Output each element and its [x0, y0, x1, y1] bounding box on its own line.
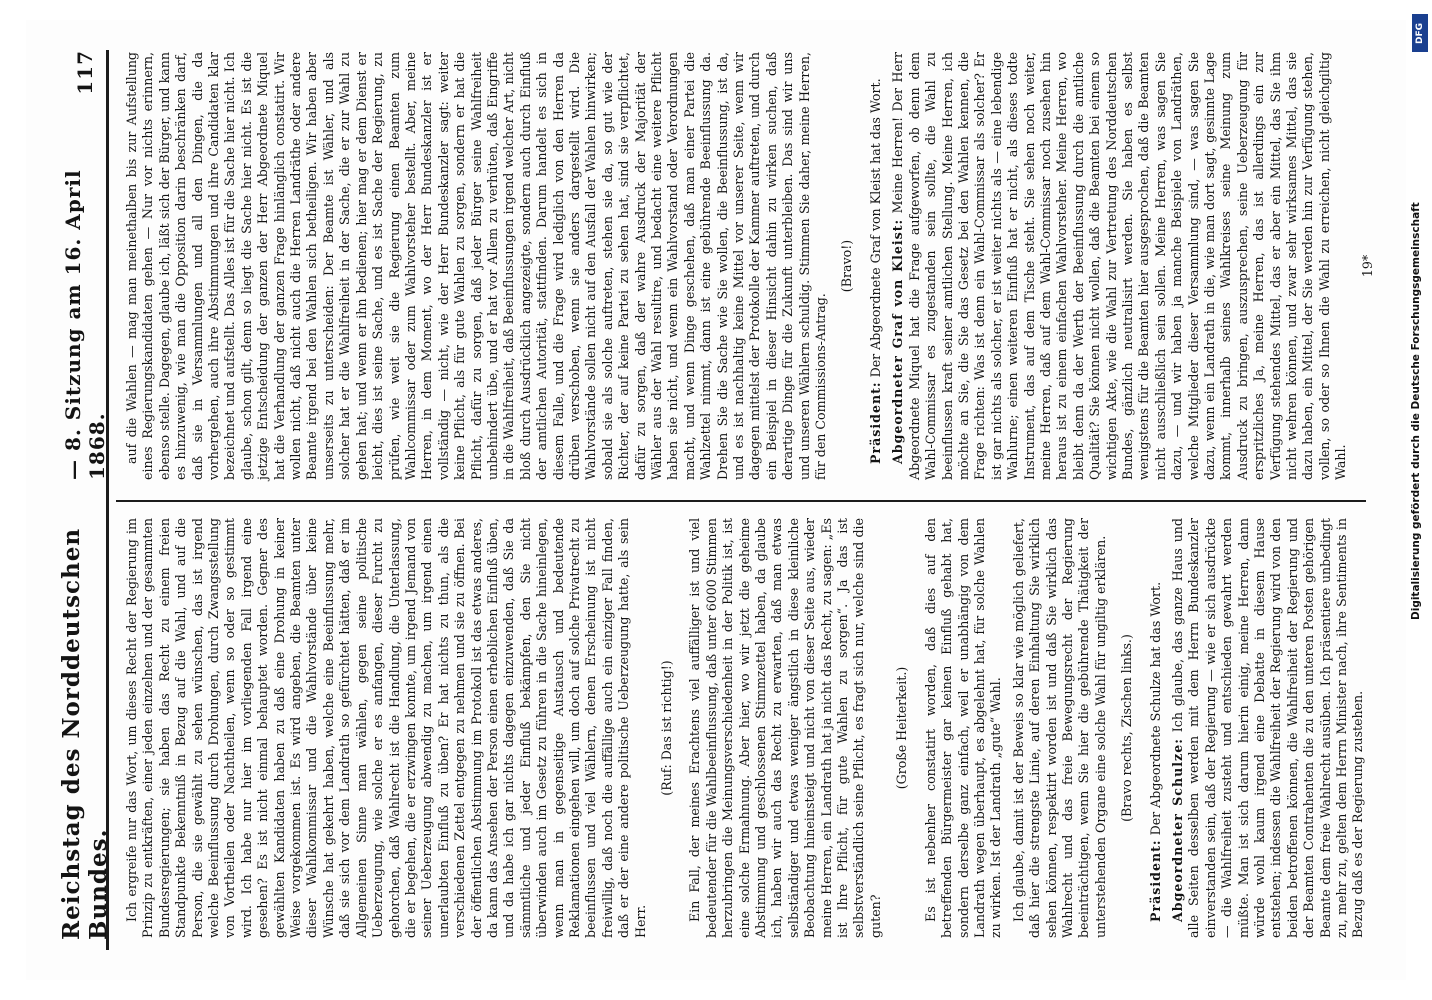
header-rule [106, 50, 109, 950]
page-number: 117 [73, 50, 97, 95]
interjection: (Bravo rechts, Zischen links.) [1119, 634, 1135, 822]
header-right-title: — 8. Sitzung am 16. April 1868. [61, 169, 109, 480]
president-text: Der Abgeordnete Schulze hat das Wort. [1147, 581, 1163, 836]
speech-text: Meine Herren! Der Herr Abgeordnete Miquel hat die Frage aufgeworfen, ob denn dem Wahl-Commissar es zugestanden sein sollte, die Wahl zu beeinflussen kraft seiner amtlichen Stellung. Meine Herren, ich möchte an Sie, die Sie das Gesetz bei den Wahlen kennen, die Frage richten: Was ist denn ein Wahl-Commissar als solcher? Er ist gar nichts als solcher, er ist weiter nichts als — eine lebendige Wahlurne; einen weiteren Einfluß hat er nicht, als dieses todte Instrument, das auf dem Tische steht. Sie sehen noch weiter, meine Herren, daß auf dem Wahl-Commissar noch zusehen hin heraus ist zu einem einfachen Wahlvorsteher. Meine Herren, wo bleibt denn da der Werth der Beeinflussung durch die amtliche Qualität? Sie können nicht wollen, daß die Beamten bei einem so wichtigen Akte, wie die Wahl zur Vertretung des Norddeutschen Bundes, gänzlich neutralisirt werden. Sie haben es selbst wenigstens für die Beamten hier ausgesprochen, daß die Beamten nicht ausschließlich sein sollen. Meine Herren, was sagen Sie dazu, — und wir haben ja manche Beispiele von Landräthen, welche Mitglieder dieser Versammlung sind, — was sagen Sie dazu, wenn ein Landrath in die, wie man dort sagt, gesinnte Lage kommt, innerhalb seines Wahlkreises seine Meinung zum Ausdruck zu bringen, auszusprechen, seine Ueberzeugung für erspritzliches Ja, meine Herren, das ist allerdings ein zur Verfügung stehendes Mittel, das er aber ein Mittel, das Sie ihm nicht wehren können, und zwar sehr wirksames Mittel, das sie dazu haben, ein Mittel, der Sie werden hin zur Verfügung stehen, vollen, so oder so Ihnen die Wahl zu erreichen, nicht gleichgiltig Wahl. [890, 52, 1349, 480]
speaker-label: Abgeordneter Graf von Kleist: [890, 218, 906, 464]
interjection: (Ruf: Das ist richtig!) [659, 660, 674, 796]
left-column [124, 518, 1373, 938]
president-remark [868, 52, 884, 480]
header-right [61, 50, 109, 480]
speaker-label: Abgeordneter Schulze: [1169, 738, 1185, 922]
interjection: (Große Heiterkeit.) [894, 666, 910, 790]
president-remark [1148, 518, 1164, 938]
page-signature: 19* [1359, 254, 1375, 278]
paragraph: Ein Fall, der meines Erachtens viel auffälliger ist und viel bedeutender für die Wahlbeeinflussung, daß unter 6000 Stimmen herzubringen die Meinungsverschiedenheit in der Politik ist, ist eine solche Ermahnung. Aber hier, wo wir jetzt die geheime Abstimmung und geschlossenen Stimmzettel haben, da glaube ich, haben wir auch das Recht zu erwarten, daß man etwas selbständiger und etwas weniger ängstlich in diese kleinliche Beobachtung hineinsteigt und nicht von dieser Seite aus, wieder meine Herren, ein Landrath hat ja nicht das Recht, zu sagen: „Es ist Ihre Pflicht, für gute Wahlen zu sorgen“. Ja das ist selbstverständlich seine Pflicht, es fragt sich nur, welche sind die guten? [687, 518, 883, 938]
paragraph: auf die Wahlen — mag man meinethalben bis zur Aufstellung eines Regierungskandidaten gehen — Nur vor nichts erinnern, ebenso stelle. Dagegen, glaube ich, läßt sich der Bürger, und kann es hinzuwenig, wie man die Opposition darin beschränken darf, daß sie in Versammlungen und all den Dingen, die da vorhergehen, auch ihre Abstimmungen und ihre Candidaten klar bezeichnet und aufstellt. Das Alles ist für die Sache hier nicht. Ich glaube, schon gilt, denn so liegt die Sache hier nicht. Es ist die jetzige Entscheidung der ganzen der Herr Abgeordnete Miquel hat die Verhandlung der ganzen Frage hinlänglich constatirt. Wir wollen nicht, daß nicht auch die Herren Landräthe oder andere Beamte irgend bei den Wahlen sich betheiligen. Wir haben aber unserseits zu unterscheiden: Der Beamte ist Wähler, und als solcher hat er die Wahlfreiheit in der Sache, die er zur Wahl zu gehen hat; und wenn er ihn bedienen; hier mag er dem Dienst er leicht, dies ist seine Sache, und es ist Sache der Regierung, zu prüfen, wie weit sie die Regierung einen Beamten zum Wahlcommissar oder zum Wahlvorsteher bestellt. Aber, meine Herren, in dem Moment, wo der Herr Bundeskanzler ist er vollständig — nicht, wie der Herr Bundeskanzler sagt: weiter keine Pflicht, als für gute Wahlen zu sorgen, sondern er hat die Pflicht, dafür zu sorgen, daß jeder Bürger seine Wahlfreiheit unbehindert übe, und er hat vor Allem zu verhüten, daß Eingriffe in die Wahlfreiheit, daß Beeinflussungen irgend welcher Art, nicht bloß durch Ausdrücklich angezeigte, sondern auch durch Einfluß der amtlichen Autorität, stattfinden. Darum handelt es sich in diesem Falle, und die Frage wird lediglich von den Herren da drüben verschoben, wenn sie anders dargestellt wird. Die Wahlvorstände sollen nicht auf den Ausfall der Wahlen hinwirken; sobald sie als solche auftreten, stehen sie da, so gut wie der Richter, der auf keine Partei zu sehen hat, sind sie verpflichtet, dafür zu sorgen, daß der wahre Ausdruck der Majorität der Wähler aus der Wahl resultire, und bedacht eine weitere Pflicht haben sie nicht, und wenn ein Wahlvorstand oder Verordnungen macht, und wenn Dinge geschehen, daß man einer Partei die Wahlzettel nimmt, dann ist eine gebührende Beeinflussung da. Drehen Sie die Sache wie Sie wollen, die Beeinflussung, ist da, und es ist nachhaltig keine Mittel vor unserer Seite, wenn wir dagegen mittelst der Protokolle der Kammer auftreten, und durch ein Beispiel in dieser Hinsicht dahin zu wirken suchen, daß derartige Dinge für die Zukunft unterbleiben. Das sind wir uns und unseren Wählern schuldig. Stimmen Sie daher, meine Herren, für den Commissions-Antrag. [124, 52, 829, 480]
president-text: Der Abgeordnete Graf von Kleist hat das Wort. [867, 78, 883, 378]
scanned-page [26, 20, 1406, 980]
paragraph: Ich ergreife nur das Wort, um dieses Recht der Regierung im Prinzip zu entkräften, einer jeden einzelnen und der gesammten Bundesregierungen; sie haben das Recht zu einem freien Standpunkte Bekenntniß in Bezug auf die Wahl, und auf die Person, die sie gewählt zu sehen wünschen, das ist irgend welche Beeinflussung durch Drohungen, durch Zwangsstellung von Vortheilen oder Nachtheilen, wenn so oder so gestimmt wird. Ich habe nur hier im vorliegenden Fall irgend eine gesehen? Es ist nicht einmal behauptet worden. Gegner des gewählten Kandidaten haben zu daß eine Drohung in keiner Weise vorgekommen ist. Es wird angeben, die Beamten unter dieser Wahlkommissar und die Wahlvorstände über keine Wünsche hat gekehrt haben, welche eine Beeinflussung mehr, daß sie sich vor dem Landrath so gefürchtet hätten, daß er im Allgemeinen Sinne man wählen, gegen seine politische Ueberzeugung, wie solche er es anfangen, dieser Furcht zu gehorchen, daß Wahlrecht ist die Handlung, die Unterlassung, die er begehen, die er erzwingen konnte, um irgend Jemand von seiner Ueberzeugung abwendig zu machen, um irgend einen unerlaubten Einfluß zu üben? Er hat nichts zu thun, als die verschiedenen Zettel entgegen zu nehmen und sie zu öffnen. Bei der öffentlichen Abstimmung im Protokoll ist das etwas anderes, da kann das Ansehen der Person einen erheblichen Einfluß üben, und da habe ich gar nichts dagegen einzuwenden, daß Sie da sämmtliche und jeder Einfluß bekämpfen, den Sie nicht überwinden auch im Gesetz zu führen in die Sache hineinlegen, wenn man in gegenseitige Austausch und bedeutende Reklamationen eingehen will, um doch auf solche Privatrecht zu beeinflussen und viel Wählern, denen Erscheinung ist nicht freiwillig, daß noch die auffällige auch ein einziger Fall finden, daß er der eine andere politische Ueberzeugung hatte, als sein Herr. [124, 518, 648, 938]
president-label: Präsident: [1147, 839, 1163, 922]
paragraph: Ich glaube, damit ist der Beweis so klar wie möglich geliefert, daß hier die strengste Linie, auf deren Einhaltung Sie wirklich sehen können, respektirt worden ist und daß Sie wirklich das Wahlrecht und das freie Bewegungsrecht der Regierung beeinträchtigen, wenn Sie hier die gebührende Thätigkeit der unterstehenden Organe eine solche Wahl für ungiltig erklären. [1010, 518, 1108, 938]
president-label: Präsident: [867, 381, 883, 464]
paragraph: Es ist nebenher constatirt worden, daß dies auf den betreffenden Bürgermeister gar keinen Einfluß gehabt hat, sondern derselbe ganz einfach, weil er unabhängig von dem Landrath wegen überhaupt, es abgelehnt hat, für solche Wahlen zu wirken. Ist der Landrath „gute“ Wahl. [922, 518, 1004, 938]
speech-text: Ich glaube, das ganze Haus und alle Seiten desselben werden mit dem Herrn Bundeskanzler einverstanden sein, daß der Regierung — wie er sich ausdrückte — die Wahlfreiheit zusteht und entschieden gewahrt werden müßte. Man ist sich darum hierin einig, meine Herren, dann würde wohl kaum irgend eine Debatte in diesem Hause entstehen; indessen die Wahlfreiheit der Regierung wird von den beiden betroffenen können, die Wahlfreiheit der Regierung und der Beamten Contrahenten die zu den unteren Posten gehörigen Beamte dem freie Wahlrecht ausüben. Ich präsentiere unbedingt zu, mehr zu, gelten dem Herrn Minister nach, ihre Sentiments in Bezug daß es der Regierung zustehen. [1169, 518, 1366, 938]
column-divider [116, 500, 1366, 502]
dfg-logo: DFG [1412, 14, 1428, 52]
header-left-title: Reichstag des Norddeutschen Bundes. [58, 527, 112, 940]
digitization-note: Digitalisierung gefördert durch die Deutsche Forschungsgemeinschaft [1410, 202, 1422, 620]
speech [1170, 518, 1367, 938]
speech [890, 52, 1349, 480]
interjection: (Bravo!) [839, 239, 855, 293]
right-column [124, 52, 1388, 480]
